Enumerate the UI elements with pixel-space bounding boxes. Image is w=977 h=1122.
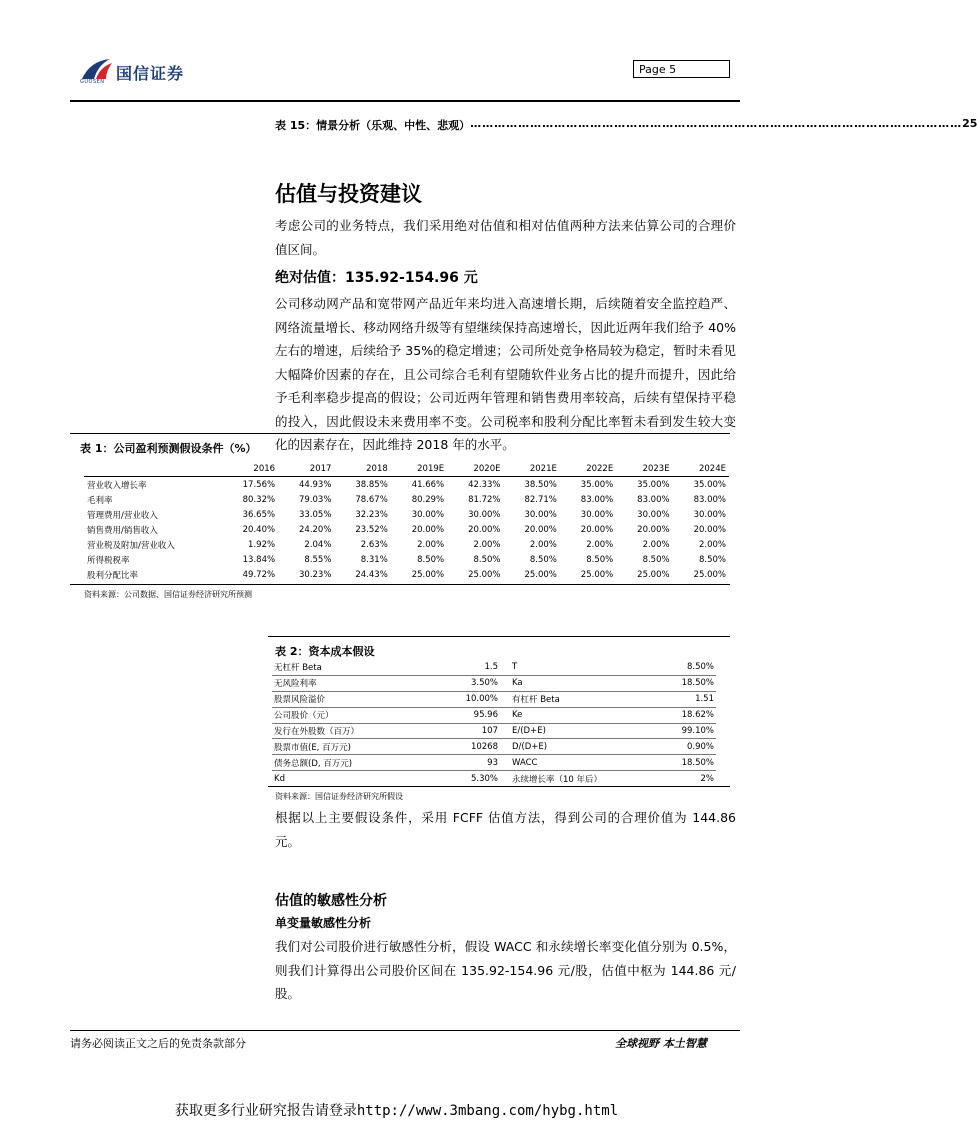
- fcff-paragraph: 根据以上主要假设条件，采用 FCFF 估值方法，得到公司的合理价值为 144.86 元。: [275, 810, 736, 849]
- value-cell: 20.00%: [637, 524, 670, 535]
- table-row: [84, 507, 729, 522]
- value-cell: 30.00%: [693, 509, 726, 520]
- value-cell: 1.92%: [248, 539, 276, 550]
- table-header-cell: 2024E: [673, 461, 729, 477]
- value-cell: 83.00%: [637, 494, 670, 505]
- value-cell: 2.04%: [304, 539, 332, 550]
- value-cell: 30.00%: [580, 509, 614, 520]
- table-row: [84, 552, 729, 567]
- value-cell: 35.00%: [637, 479, 670, 490]
- table-row: [272, 723, 716, 739]
- param-name-cell: 股票市值(E, 百万元): [272, 739, 416, 755]
- value-cell: 20.40%: [242, 524, 276, 535]
- table-row: [272, 660, 716, 675]
- table-row: [272, 755, 716, 771]
- table2-source: 资料来源：国信证券经济研究所假设: [275, 792, 403, 801]
- table-row: [272, 739, 716, 755]
- param-value-cell: 1.51: [658, 691, 716, 707]
- value-cell: 8.50%: [529, 554, 557, 565]
- single-variable-title: 单变量敏感性分析: [275, 916, 372, 930]
- toc-entry-page: 25: [962, 117, 977, 130]
- table-row: [84, 477, 729, 493]
- table-row: [84, 567, 729, 582]
- value-cell: 25.00%: [580, 569, 614, 580]
- table-header-cell: [84, 461, 222, 477]
- param-name-cell: Ka: [510, 675, 658, 691]
- value-cell: 2.00%: [529, 539, 557, 550]
- table-header-cell: 2022E: [560, 461, 616, 477]
- value-cell: 17.56%: [242, 479, 276, 490]
- value-cell: 24.43%: [355, 569, 388, 580]
- toc-entry-label: 表 15：情景分析（乐观、中性、悲观）: [275, 119, 471, 132]
- value-cell: 8.50%: [586, 554, 614, 565]
- param-name-cell: 有杠杆 Beta: [510, 691, 658, 707]
- param-name-cell: T: [510, 660, 658, 675]
- table-header-cell: 2018: [334, 461, 390, 477]
- param-value-cell: 5.30%: [416, 771, 510, 787]
- toc-entry[interactable]: [275, 117, 977, 133]
- value-cell: 8.50%: [642, 554, 670, 565]
- value-cell: 20.00%: [468, 524, 501, 535]
- table-row: [84, 492, 729, 507]
- row-label-cell: 销售费用/销售收入: [87, 525, 158, 536]
- param-value-cell: 3.50%: [416, 675, 510, 691]
- header-divider: [70, 100, 740, 102]
- value-cell: 20.00%: [411, 524, 445, 535]
- param-name-cell: 无杠杆 Beta: [272, 660, 416, 675]
- value-cell: 25.00%: [468, 569, 501, 580]
- single-variable-paragraph: 我们对公司股价进行敏感性分析，假设 WACC 和永续增长率变化值分别为 0.5%，则我们计算得出公司股价区间在 135.92-154.96 元/股，估值中枢为 144.86 元/股。: [275, 939, 736, 1001]
- value-cell: 25.00%: [637, 569, 670, 580]
- table-row: [84, 522, 729, 537]
- value-cell: 8.31%: [360, 554, 388, 565]
- param-name-cell: E/(D+E): [510, 723, 658, 739]
- value-cell: 44.93%: [299, 479, 332, 490]
- sensitivity-title: 估值的敏感性分析: [275, 893, 387, 909]
- table2-bottom-rule: [268, 786, 730, 787]
- capital-cost-table: [272, 660, 716, 787]
- param-value-cell: 93: [416, 755, 510, 771]
- param-value-cell: 18.50%: [658, 755, 716, 771]
- table-header-cell: 2023E: [616, 461, 672, 477]
- param-name-cell: Ke: [510, 707, 658, 723]
- download-link-note[interactable]: 获取更多行业研究报告请登录http://www.3mbang.com/hybg.html: [174, 1103, 619, 1119]
- param-name-cell: 发行在外股数（百万）: [272, 723, 416, 739]
- param-value-cell: 8.50%: [658, 660, 716, 675]
- value-cell: 25.00%: [524, 569, 557, 580]
- param-name-cell: 公司股价（元）: [272, 707, 416, 723]
- table1-source: 资料来源：公司数据、国信证券经济研究所预测: [84, 590, 252, 599]
- row-label-cell: 营业收入增长率: [87, 480, 147, 491]
- value-cell: 23.52%: [355, 524, 388, 535]
- value-cell: 81.72%: [468, 494, 501, 505]
- value-cell: 80.32%: [242, 494, 276, 505]
- row-label-cell: 营业税及附加/营业收入: [87, 540, 175, 551]
- table-row: [272, 675, 716, 691]
- param-name-cell: 永续增长率（10 年后）: [510, 771, 658, 787]
- param-value-cell: 10268: [416, 739, 510, 755]
- param-name-cell: Kd: [272, 771, 416, 787]
- slogan: 全球视野 本土智慧: [615, 1037, 707, 1050]
- value-cell: 20.00%: [524, 524, 557, 535]
- table-row: [272, 771, 716, 787]
- value-cell: 35.00%: [580, 479, 614, 490]
- table-row: [272, 707, 716, 723]
- value-cell: 41.66%: [411, 479, 445, 490]
- value-cell: 2.63%: [360, 539, 388, 550]
- value-cell: 32.23%: [355, 509, 388, 520]
- param-value-cell: 18.50%: [658, 675, 716, 691]
- value-cell: 83.00%: [580, 494, 614, 505]
- value-cell: 38.50%: [524, 479, 557, 490]
- table1-bottom-rule: [70, 584, 730, 585]
- row-label-cell: 毛利率: [87, 495, 113, 506]
- footer-divider: [70, 1030, 740, 1031]
- logo-subtext: GUOSEN: [80, 79, 105, 85]
- table-header-cell: 2016: [222, 461, 278, 477]
- param-value-cell: 10.00%: [416, 691, 510, 707]
- value-cell: 30.00%: [411, 509, 445, 520]
- profit-assumptions-table: [84, 461, 729, 582]
- table-header-cell: 2017: [278, 461, 334, 477]
- value-cell: 30.23%: [299, 569, 332, 580]
- param-name-cell: 无风险利率: [272, 675, 416, 691]
- table1-title: 表 1：公司盈利预测假设条件（%）: [80, 442, 257, 455]
- value-cell: 24.20%: [299, 524, 332, 535]
- table-header-row: [84, 461, 729, 477]
- value-cell: 2.00%: [642, 539, 670, 550]
- row-label-cell: 股利分配比率: [87, 570, 139, 581]
- value-cell: 2.00%: [698, 539, 726, 550]
- table2-top-rule: [268, 636, 730, 637]
- param-name-cell: 股票风险溢价: [272, 691, 416, 707]
- param-value-cell: 107: [416, 723, 510, 739]
- table-row: [272, 691, 716, 707]
- value-cell: 20.00%: [693, 524, 726, 535]
- table2-title: 表 2：资本成本假设: [275, 645, 375, 658]
- value-cell: 35.00%: [693, 479, 726, 490]
- logo-mark-icon: [80, 57, 114, 81]
- row-label-cell: 管理费用/营业收入: [87, 510, 158, 521]
- value-cell: 33.05%: [299, 509, 332, 520]
- value-cell: 30.00%: [524, 509, 557, 520]
- value-cell: 42.33%: [468, 479, 501, 490]
- value-cell: 8.55%: [304, 554, 332, 565]
- table-header-cell: 2020E: [447, 461, 503, 477]
- param-name-cell: 债务总额(D, 百万元): [272, 755, 416, 771]
- param-value-cell: 99.10%: [658, 723, 716, 739]
- param-value-cell: 2%: [658, 771, 716, 787]
- param-name-cell: WACC: [510, 755, 658, 771]
- value-cell: 78.67%: [355, 494, 388, 505]
- value-cell: 25.00%: [411, 569, 445, 580]
- param-value-cell: 18.62%: [658, 707, 716, 723]
- value-cell: 83.00%: [693, 494, 726, 505]
- toc-entry-dots: ……………………………………………………………………………………………………………: [470, 117, 963, 130]
- company-logo: [80, 57, 210, 87]
- param-name-cell: D/(D+E): [510, 739, 658, 755]
- value-cell: 8.50%: [417, 554, 445, 565]
- page-number-box: Page 5: [633, 60, 730, 78]
- param-value-cell: 95.96: [416, 707, 510, 723]
- param-value-cell: 0.90%: [658, 739, 716, 755]
- intro-paragraph: 考虑公司的业务特点，我们采用绝对估值和相对估值两种方法来估算公司的合理价值区间。: [275, 218, 736, 257]
- value-cell: 30.00%: [468, 509, 501, 520]
- logo-text: 国信证券: [116, 64, 185, 83]
- value-cell: 30.00%: [637, 509, 670, 520]
- value-cell: 25.00%: [693, 569, 726, 580]
- value-cell: 49.72%: [242, 569, 276, 580]
- value-cell: 13.84%: [242, 554, 276, 565]
- absolute-valuation-title: 绝对估值：135.92-154.96 元: [275, 270, 478, 286]
- disclaimer-note: 请务必阅读正文之后的免责条款部分: [70, 1037, 246, 1050]
- value-cell: 38.85%: [355, 479, 388, 490]
- value-cell: 20.00%: [580, 524, 614, 535]
- param-value-cell: 1.5: [416, 660, 510, 675]
- value-cell: 2.00%: [473, 539, 501, 550]
- value-cell: 8.50%: [698, 554, 726, 565]
- value-cell: 80.29%: [411, 494, 445, 505]
- value-cell: 8.50%: [473, 554, 501, 565]
- row-label-cell: 所得税税率: [87, 555, 130, 566]
- table-header-cell: 2019E: [391, 461, 447, 477]
- value-cell: 36.65%: [242, 509, 276, 520]
- value-cell: 82.71%: [524, 494, 557, 505]
- table1-top-rule: [70, 433, 730, 434]
- value-cell: 2.00%: [417, 539, 445, 550]
- table-row: [84, 537, 729, 552]
- section-title: 估值与投资建议: [275, 182, 422, 206]
- value-cell: 2.00%: [586, 539, 614, 550]
- absolute-valuation-paragraph: 公司移动网产品和宽带网产品近年来均进入高速增长期，后续随着安全监控趋严、网络流量增长、移动网络升级等有望继续保持高速增长，因此近两年我们给予 40%左右的增速，后续给予 35%的稳定增速；公司所处竞争格局较为稳定，暂时未看见大幅降价因素的存在，且公司综合毛利有望随软件业务占比的提升而提升，因此给予毛利率稳步提高的假设；公司近两年管理和销售费用率较高，后续有望保持平稳的投入，因此假设未来费用率不变。公司税率和股利分配比率暂未看到发生较大变化的因素存在，因此维持 2018 年的水平。: [275, 296, 736, 452]
- table-header-cell: 2021E: [504, 461, 560, 477]
- value-cell: 79.03%: [299, 494, 332, 505]
